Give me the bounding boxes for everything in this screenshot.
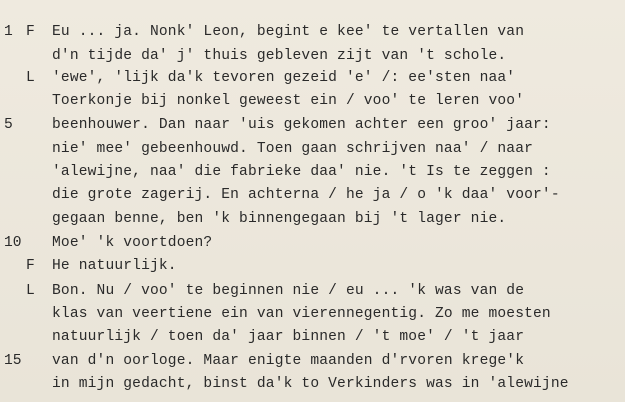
line-number: 15 (4, 353, 22, 369)
line-text: Toerkonje bij nonkel geweest ein / voo' te leren voo' (52, 93, 525, 109)
transcript-line (0, 21, 625, 44)
line-text: 'alewijne, naa' die fabrieke daa' nie. 't Is te zeggen : (52, 164, 551, 180)
transcript-line (0, 45, 625, 68)
line-number: 1 (4, 24, 13, 40)
transcript-line (0, 138, 625, 161)
line-text: gegaan benne, ben 'k binnengegaan bij 't lager nie. (52, 211, 507, 227)
transcript-line (0, 232, 625, 255)
line-text: klas van veertiene ein van vierennegentig. Zo me moesten (52, 306, 551, 322)
transcript-line (0, 373, 625, 396)
transcript-line (0, 67, 625, 90)
speaker-label: F (26, 258, 35, 274)
transcript-line (0, 255, 625, 278)
transcript-line (0, 208, 625, 231)
line-text: die grote zagerij. En achterna / he ja / o 'k daa' voor'- (52, 187, 560, 203)
transcript-line (0, 350, 625, 373)
transcript-line (0, 90, 625, 113)
speaker-label: L (26, 283, 35, 299)
transcript-line (0, 184, 625, 207)
speaker-label: L (26, 70, 35, 86)
transcript-line (0, 161, 625, 184)
transcript-line (0, 114, 625, 137)
transcript-line (0, 326, 625, 349)
line-text: 'ewe', 'lijk da'k tevoren gezeid 'e' /: ee'sten naa' (52, 70, 516, 86)
line-text: van d'n oorloge. Maar enigte maanden d'rvoren krege'k (52, 353, 525, 369)
line-text: d'n tijde da' j' thuis gebleven zijt van 't schole. (52, 48, 507, 64)
transcript-line (0, 280, 625, 303)
transcript-line (0, 303, 625, 326)
line-text: Moe' 'k voortdoen? (52, 235, 213, 251)
line-text: nie' mee' gebeenhouwd. Toen gaan schrijven naa' / naar (52, 141, 534, 157)
line-text: beenhouwer. Dan naar 'uis gekomen achter een groo' jaar: (52, 117, 551, 133)
line-text: Bon. Nu / voo' te beginnen nie / eu ... 'k was van de (52, 283, 525, 299)
speaker-label: F (26, 24, 35, 40)
line-text: natuurlijk / toen da' jaar binnen / 't moe' / 't jaar (52, 329, 525, 345)
line-text: Eu ... ja. Nonk' Leon, begint e kee' te vertallen van (52, 24, 525, 40)
line-number: 5 (4, 117, 13, 133)
line-text: in mijn gedacht, binst da'k to Verkinders was in 'alewijne (52, 376, 569, 392)
line-text: He natuurlijk. (52, 258, 177, 274)
line-number: 10 (4, 235, 22, 251)
